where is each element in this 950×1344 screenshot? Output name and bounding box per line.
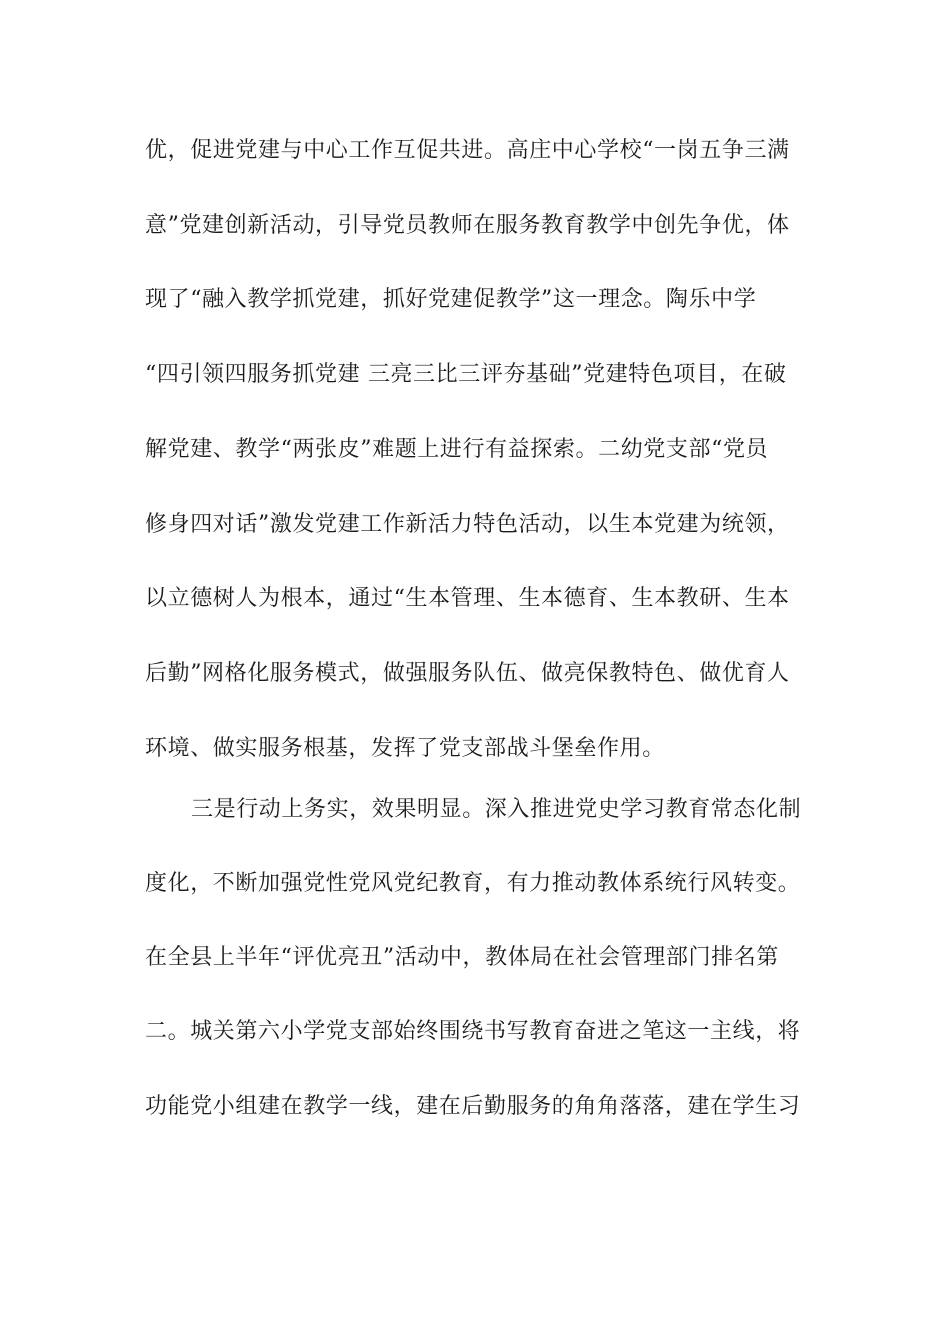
text-line: 度化，不断加强党性党风党纪教育，有力推动教体系统行风转变。 (145, 871, 801, 896)
text-line: 环境、做实服务根基，发挥了党支部战斗堡垒作用。 (145, 736, 665, 761)
text-line: 意”党建创新活动，引导党员教师在服务教育教学中创先争优，体 (145, 213, 790, 238)
text-line: 修身四对话”激发党建工作新活力特色活动，以生本党建为统领， (145, 512, 790, 537)
text-line: 功能党小组建在教学一线，建在后勤服务的角角落落，建在学生习 (145, 1094, 801, 1119)
text-line: 二。城关第六小学党支部始终围绕书写教育奋进之笔这一主线，将 (145, 1019, 801, 1044)
text-line: 优，促进党建与中心工作互促共进。高庄中心学校“一岗五争三满 (145, 138, 790, 163)
text-line: 在全县上半年“评优亮丑”活动中，教体局在社会管理部门排名第 (145, 945, 779, 970)
text-line: 解党建、教学“两张皮”难题上进行有益探索。二幼党支部“党员 (145, 437, 769, 462)
text-line: “四引领四服务抓党建 三亮三比三评夯基础”党建特色项目，在破 (145, 362, 787, 387)
text-line: 以立德树人为根本，通过“生本管理、生本德育、生本教研、生本 (145, 586, 790, 611)
paragraph-first-line: 三是行动上务实，效果明显。深入推进党史学习教育常态化制 (191, 797, 802, 822)
text-line: 后勤”网格化服务模式，做强服务队伍、做亮保教特色、做优育人 (145, 661, 790, 686)
text-line: 现了“融入教学抓党建，抓好党建促教学”这一理念。陶乐中学 (145, 287, 757, 312)
